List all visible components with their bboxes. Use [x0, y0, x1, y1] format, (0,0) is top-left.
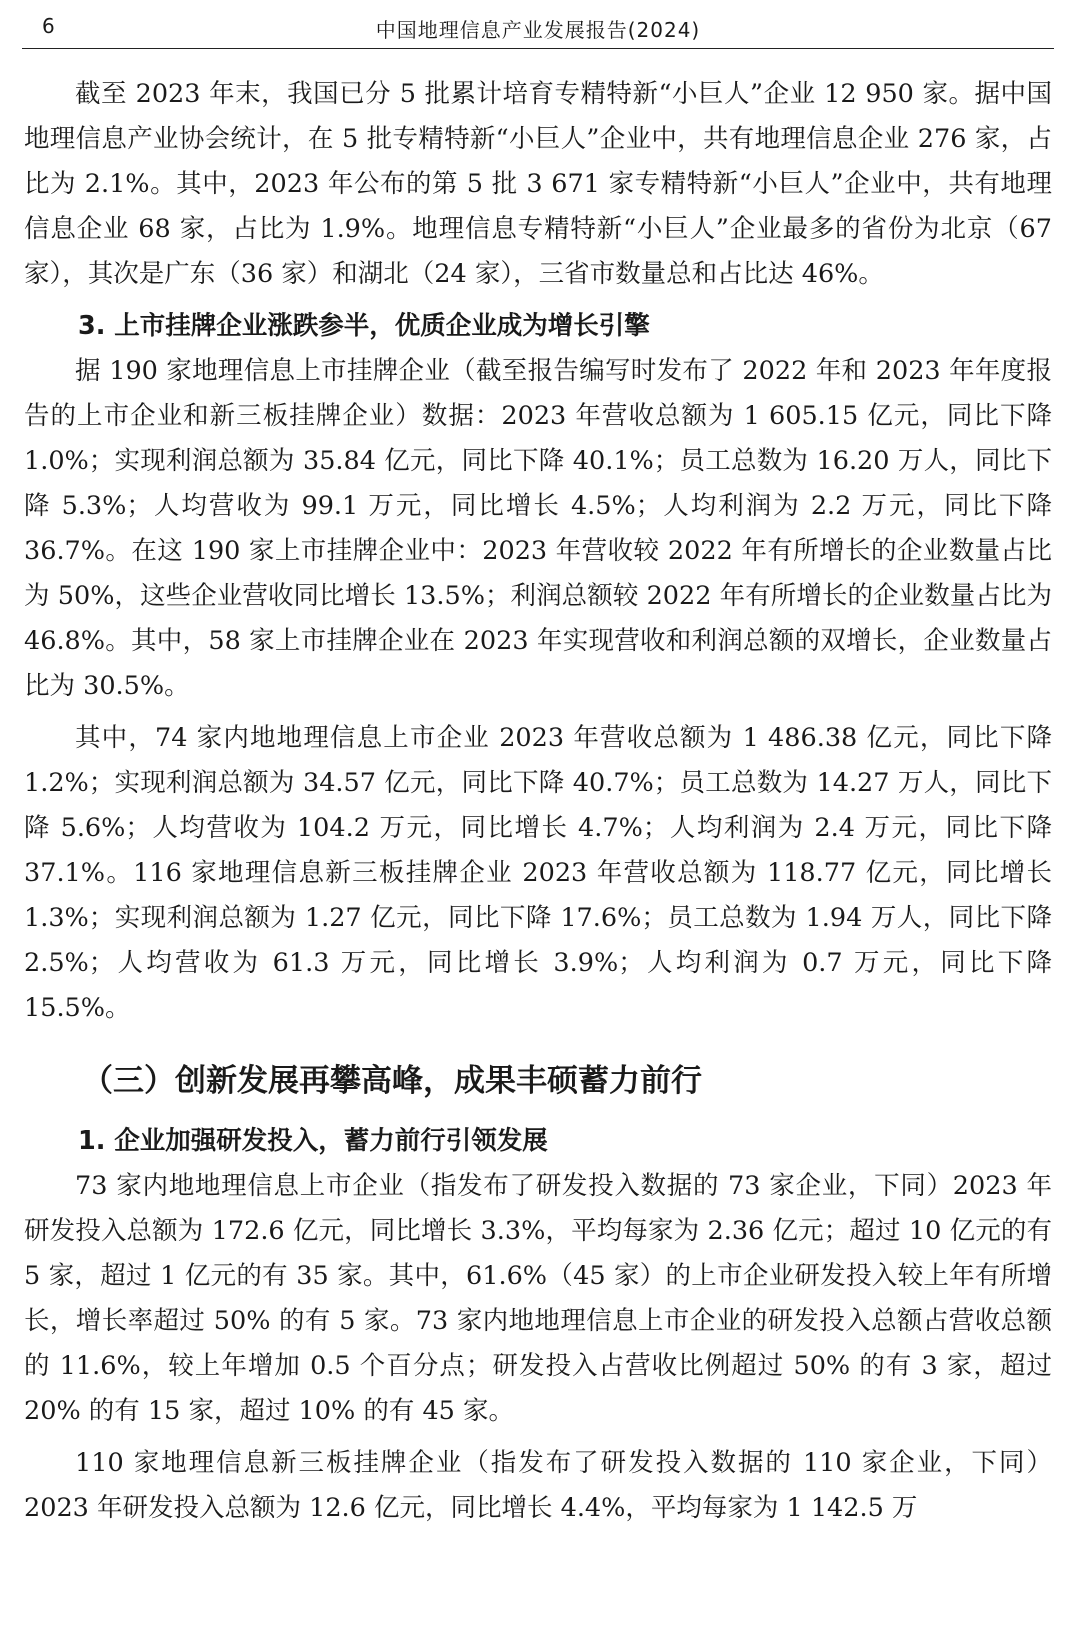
paragraph-rd-listed: 73 家内地地理信息上市企业（指发布了研发投入数据的 73 家企业，下同）2023 年研发投入总额为 172.6 亿元，同比增长 3.3%，平均每家为 2.36 亿元；超过 10 亿元的有 5 家，超过 1 亿元的有 35 家。其中，61.6%（45 家）的上市企业研发投入较上年有所增长，增长率超过 50% 的有 5 家。73 家内地地理信息上市企业的研发投入总额占营收总额的 11.6%，较上年增加 0.5 个百分点；研发投入占营收比例超过 50% 的有 3 家，超过 20% 的有 15 家，超过 10% 的有 45 家。 [24, 1171, 1052, 1426]
subheading-listed-companies: 3. 上市挂牌企业涨跌参半，优质企业成为增长引擎 [78, 311, 650, 341]
paragraph-listed-companies-overview: 据 190 家地理信息上市挂牌企业（截至报告编写时发布了 2022 年和 2023 年年度报告的上市企业和新三板挂牌企业）数据：2023 年营收总额为 1 605.15 亿元，同比下降 1.0%；实现利润总额为 35.84 亿元，同比下降 40.1%；员工总数为 16.20 万人，同比下降 5.3%；人均营收为 99.1 万元，同比增长 4.5%；人均利润为 2.2 万元，同比下降 36.7%。在这 190 家上市挂牌企业中：2023 年营收较 2022 年有所增长的企业数量占比为 50%，这些企业营收同比增长 13.5%；利润总额较 2022 年有所增长的企业数量占比为 46.8%。其中，58 家上市挂牌企业在 2023 年实现营收和利润总额的双增长，企业数量占比为 30.5%。 [24, 356, 1052, 701]
paragraph-rd-neeq: 110 家地理信息新三板挂牌企业（指发布了研发投入数据的 110 家企业，下同）2023 年研发投入总额为 12.6 亿元，同比增长 4.4%，平均每家为 1 142.5 万 [24, 1448, 1052, 1523]
running-header [22, 6, 1054, 49]
section-heading-innovation: （三）创新发展再攀高峰，成果丰硕蓄力前行 [82, 1063, 702, 1099]
paragraph-listed-companies-detail: 其中，74 家内地地理信息上市企业 2023 年营收总额为 1 486.38 亿元，同比下降 1.2%；实现利润总额为 34.57 亿元，同比下降 40.7%；员工总数为 14.27 万人，同比下降 5.6%；人均营收为 104.2 万元，同比增长 4.7%；人均利润为 2.4 万元，同比下降 37.1%。116 家地理信息新三板挂牌企业 2023 年营收总额为 118.77 亿元，同比增长 1.3%；实现利润总额为 1.27 亿元，同比下降 17.6%；员工总数为 1.94 万人，同比下降 2.5%；人均营收为 61.3 万元，同比增长 3.9%；人均利润为 0.7 万元，同比下降 15.5%。 [24, 723, 1052, 1023]
paragraph-little-giants: 截至 2023 年末，我国已分 5 批累计培育专精特新“小巨人”企业 12 950 家。据中国地理信息产业协会统计，在 5 批专精特新“小巨人”企业中，共有地理信息企业 276 家，占比为 2.1%。其中，2023 年公布的第 5 批 3 671 家专精特新“小巨人”企业中，共有地理信息企业 68 家，占比为 1.9%。地理信息专精特新“小巨人”企业最多的省份为北京（67 家），其次是广东（36 家）和湖北（24 家），三省市数量总和占比达 46%。 [24, 79, 1052, 289]
body-text [24, 72, 1052, 1538]
running-title: 中国地理信息产业发展报告(2024) [375, 18, 701, 42]
subheading-rd-investment: 1. 企业加强研发投入，蓄力前行引领发展 [78, 1126, 548, 1156]
page-number: 6 [42, 14, 55, 38]
